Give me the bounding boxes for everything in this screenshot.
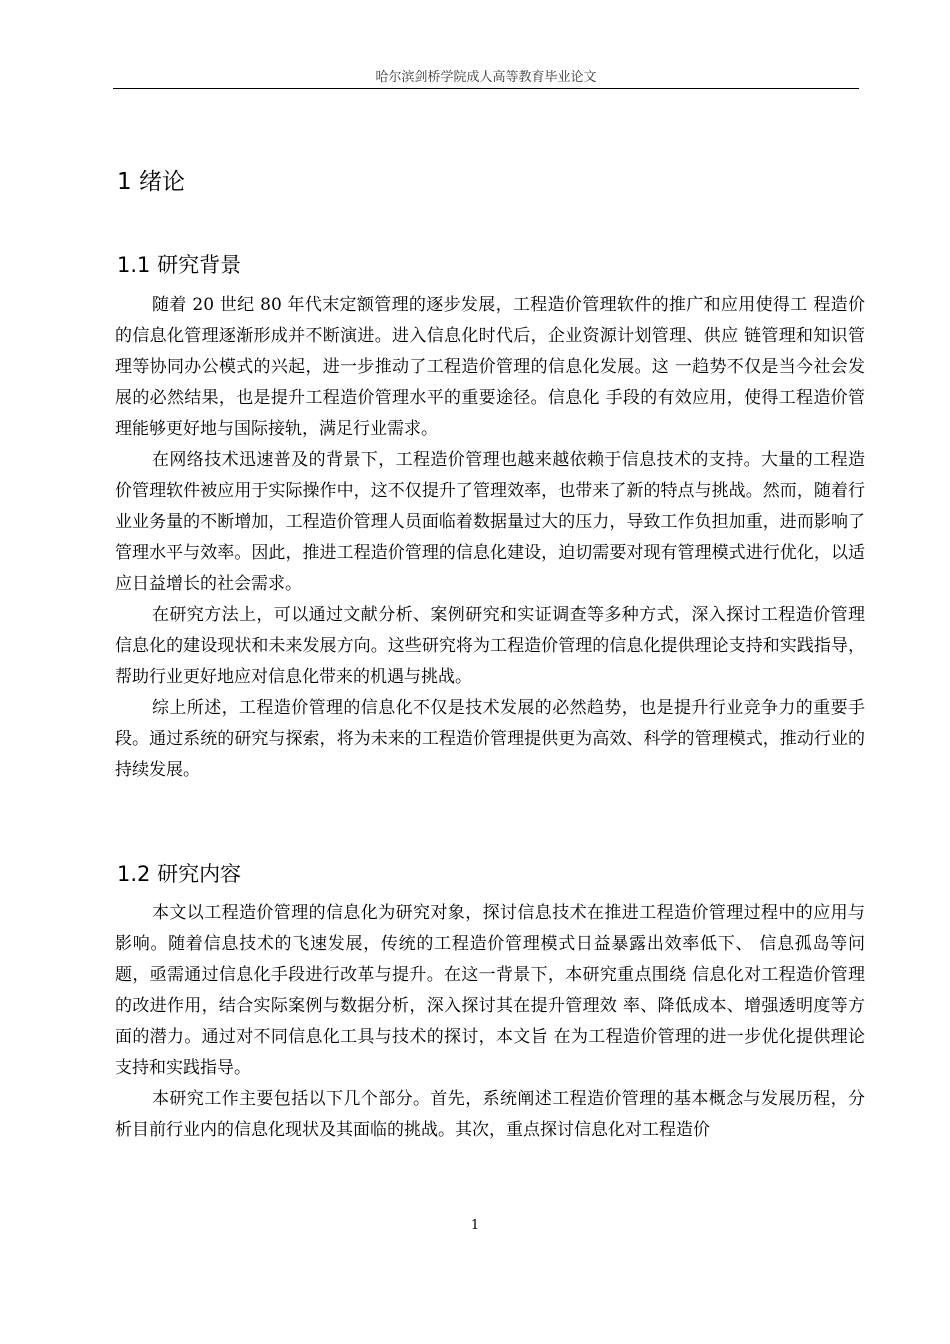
section-title-background: 1.1 研究背景 — [117, 253, 242, 277]
paragraph: 随着 20 世纪 80 年代末定额管理的逐步发展，工程造价管理软件的推广和应用使得工 程造价的信息化管理逐渐形成并不断演进。进入信息化时代后，企业资源计划管理、供应 链管理和知识管理等协同办公模式的兴起，进一步推动了工程造价管理的信息化发展。这 一趋势不仅是当今社会发展的必然结果，也是提升工程造价管理水平的重要途径。信息化 手段的有效应用，使得工程造价管理能够更好地与国际接轨，满足行业需求。 — [115, 295, 865, 439]
header-rule — [113, 88, 859, 89]
page-number: 1 — [470, 1218, 480, 1233]
paragraph: 本文以工程造价管理的信息化为研究对象，探讨信息技术在推进工程造价管理过程中的应用与影响。随着信息技术的飞速发展，传统的工程造价管理模式日益暴露出效率低下、 信息孤岛等问题，亟需通过信息化手段进行改革与提升。在这一背景下，本研究重点围绕 信息化对工程造价管理的改进作用，结合实际案例与数据分析，深入探讨其在提升管理效 率、降低成本、增强透明度等方面的潜力。通过对不同信息化工具与技术的探讨，本文旨 在为工程造价管理的进一步优化提供理论支持和实践指导。 — [115, 903, 865, 1078]
paragraph: 综上所述，工程造价管理的信息化不仅是技术发展的必然趋势，也是提升行业竞争力的重要手段。通过系统的研究与探索，将为未来的工程造价管理提供更为高效、科学的管理模式，推动行业的持续发展。 — [115, 698, 865, 780]
paragraph: 在网络技术迅速普及的背景下，工程造价管理也越来越依赖于信息技术的支持。大量的工程造价管理软件被应用于实际操作中，这不仅提升了管理效率，也带来了新的特点与挑战。然而，随着行业业务量的不断增加，工程造价管理人员面临着数据量过大的压力，导致工作负担加重，进而影响了管理水平与效率。因此，推进工程造价管理的信息化建设，迫切需要对现有管理模式进行优化，以适应日益增长的社会需求。 — [115, 450, 865, 594]
paragraph: 本研究工作主要包括以下几个部分。首先，系统阐述工程造价管理的基本概念与发展历程，分析目前行业内的信息化现状及其面临的挑战。其次，重点探讨信息化对工程造价 — [115, 1089, 865, 1140]
section-body-content — [115, 898, 865, 1146]
section-body-background — [115, 290, 865, 786]
section-title-content: 1.2 研究内容 — [117, 862, 242, 886]
chapter-title: 1 绪论 — [117, 169, 185, 195]
paragraph: 在研究方法上，可以通过文献分析、案例研究和实证调查等多种方式，深入探讨工程造价管理信息化的建设现状和未来发展方向。这些研究将为工程造价管理的信息化提供理论支持和实践指导，帮助行业更好地应对信息化带来的机遇与挑战。 — [115, 605, 865, 687]
running-header: 哈尔滨剑桥学院成人高等教育毕业论文 — [375, 70, 597, 85]
